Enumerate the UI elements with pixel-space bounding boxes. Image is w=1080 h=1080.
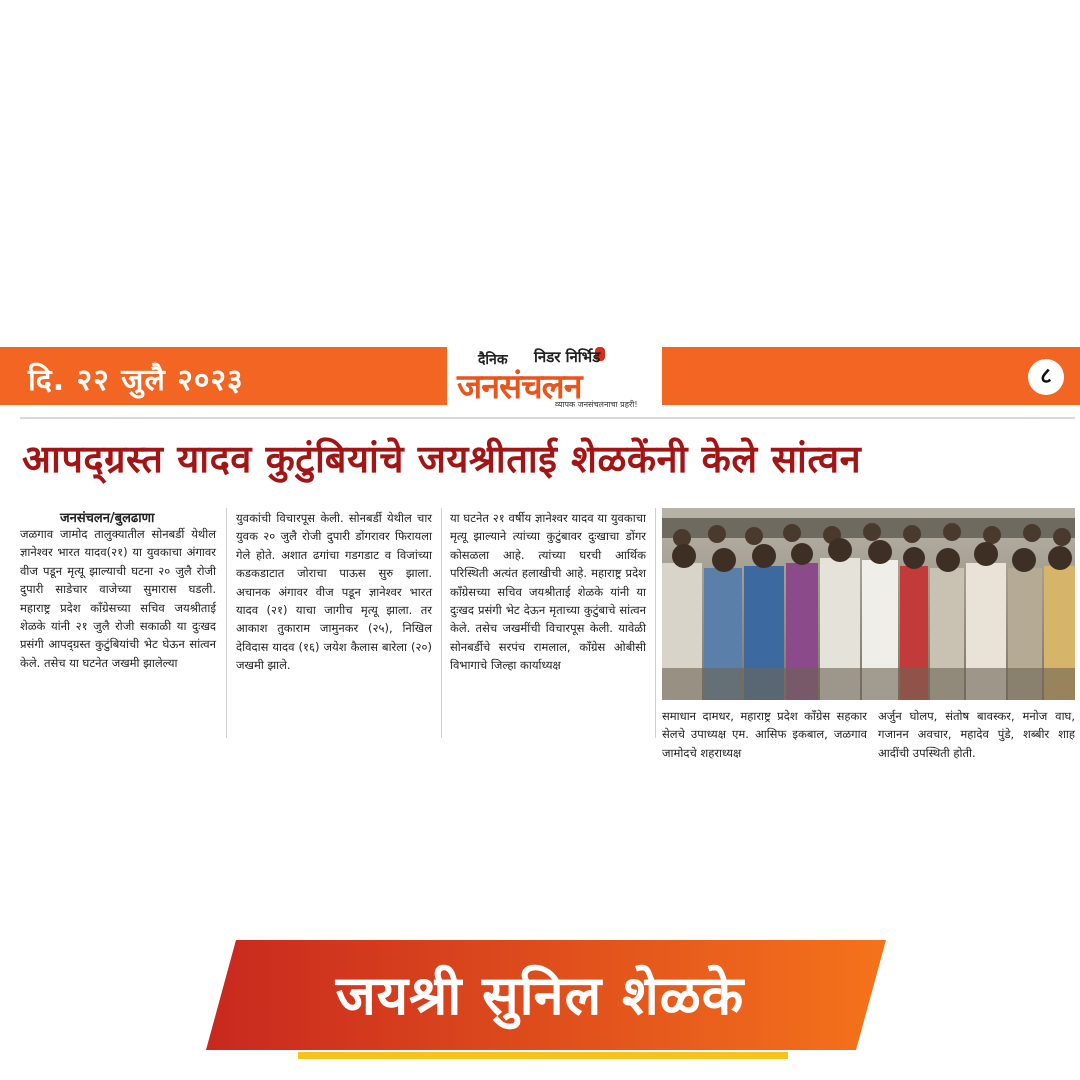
- banner-underline: [298, 1052, 788, 1059]
- article-column-4: समाधान दामधर, महाराष्ट्र प्रदेश काँग्रेस सहकार सेलचे उपाध्यक्ष एम. आसिफ इकबाल, जळगाव जामोदचे शहराध्यक्ष: [662, 709, 867, 760]
- header-rule: [20, 417, 1075, 419]
- page-number: ८: [1028, 359, 1064, 395]
- masthead-subtitle: व्यापक जनसंचलनाचा प्रहरी!: [555, 400, 638, 409]
- masthead-prefix: दैनिक: [478, 352, 508, 368]
- masthead-name: जनसंचलन: [457, 367, 582, 407]
- banner-name: जयश्री सुनिल शेळके: [335, 964, 745, 1027]
- article-column-3: या घटनेत २१ वर्षीय ज्ञानेश्वर यादव या युवकाचा मृत्यू झाल्याने त्यांच्या कुटुंबावर दुःखाचा डोंगर कोसळला आहे. त्यांच्या घरची आर्थिक परिस्थिती अत्यंत हलाखीची आहे. महाराष्ट्र प्रदेश काँग्रेसच्या सचिव जयश्रीताई शेळके यांनी या दुःखद प्रसंगी भेट देऊन मृताच्या कुटुंबाचे सांत्वन केले. तसेच जखमींची विचारपूस केली. यावेळी सोनबर्डीचे सरपंच रामलाल, काँग्रेस ओबीसी विभागाचे जिल्हा कार्याध्यक्ष: [450, 511, 646, 673]
- article-byline: जनसंचलन/बुलढाणा: [60, 511, 155, 526]
- article-column-5: अर्जुन घोलप, संतोष बावस्कर, मनोज वाघ, गजानन अवचार, महादेव पुंडे, शब्बीर शाह आदींची उपस्थिती होती.: [878, 709, 1075, 760]
- article-headline: आपद्ग्रस्त यादव कुटुंबियांचे जयश्रीताई शेळकेंनी केले सांत्वन: [22, 437, 862, 481]
- column-divider: [441, 508, 442, 738]
- article-column-2: युवकांची विचारपूस केली. सोनबर्डी येथील चार युवक २० जुलै रोजी दुपारी डोंगरावर फिरायला गेले होते. अशात ढगांचा गडगडाट व विजांच्या कडकडाटात जोराचा पाऊस सुरु झाला. अचानक अंगावर वीज पडून ज्ञानेश्वर भारत यादव (२१) याचा जागीच मृत्यू झाला. तर आकाश तुकाराम जामुनकर (२५), निखिल देविदास यादव (१६) जयेश कैलास बारेला (२०) जखमी झाले.: [236, 511, 432, 673]
- issue-date: दि. २२ जुलै २०२३: [28, 363, 244, 398]
- article-column-1: जळगाव जामोद तालुक्यातील सोनबर्डी येथील ज्ञानेश्वर भारत यादव(२१) या युवकाचा अंगावर वीज पडून मृत्यू झाल्याची घटना २० जुलै रोजी दुपारी साडेचार वाजेच्या सुमारास घडली. महाराष्ट्र प्रदेश काँग्रेसच्या सचिव जयश्रीताई शेळके यांनी २१ जुलै रोजी सकाळी या दुःखद प्रसंगी आपद्ग्रस्त कुटुंबियांची भेट घेऊन सांत्वन केले. तसेच या घटनेत जखमी झालेल्या: [20, 527, 216, 670]
- header-band-right: [662, 347, 1080, 405]
- column-divider: [226, 508, 227, 738]
- article-photo: [662, 508, 1075, 700]
- crowd-photo-illustration: [662, 508, 1075, 700]
- column-divider: [655, 508, 656, 738]
- masthead-tagline: निडर निर्भिड: [534, 348, 601, 366]
